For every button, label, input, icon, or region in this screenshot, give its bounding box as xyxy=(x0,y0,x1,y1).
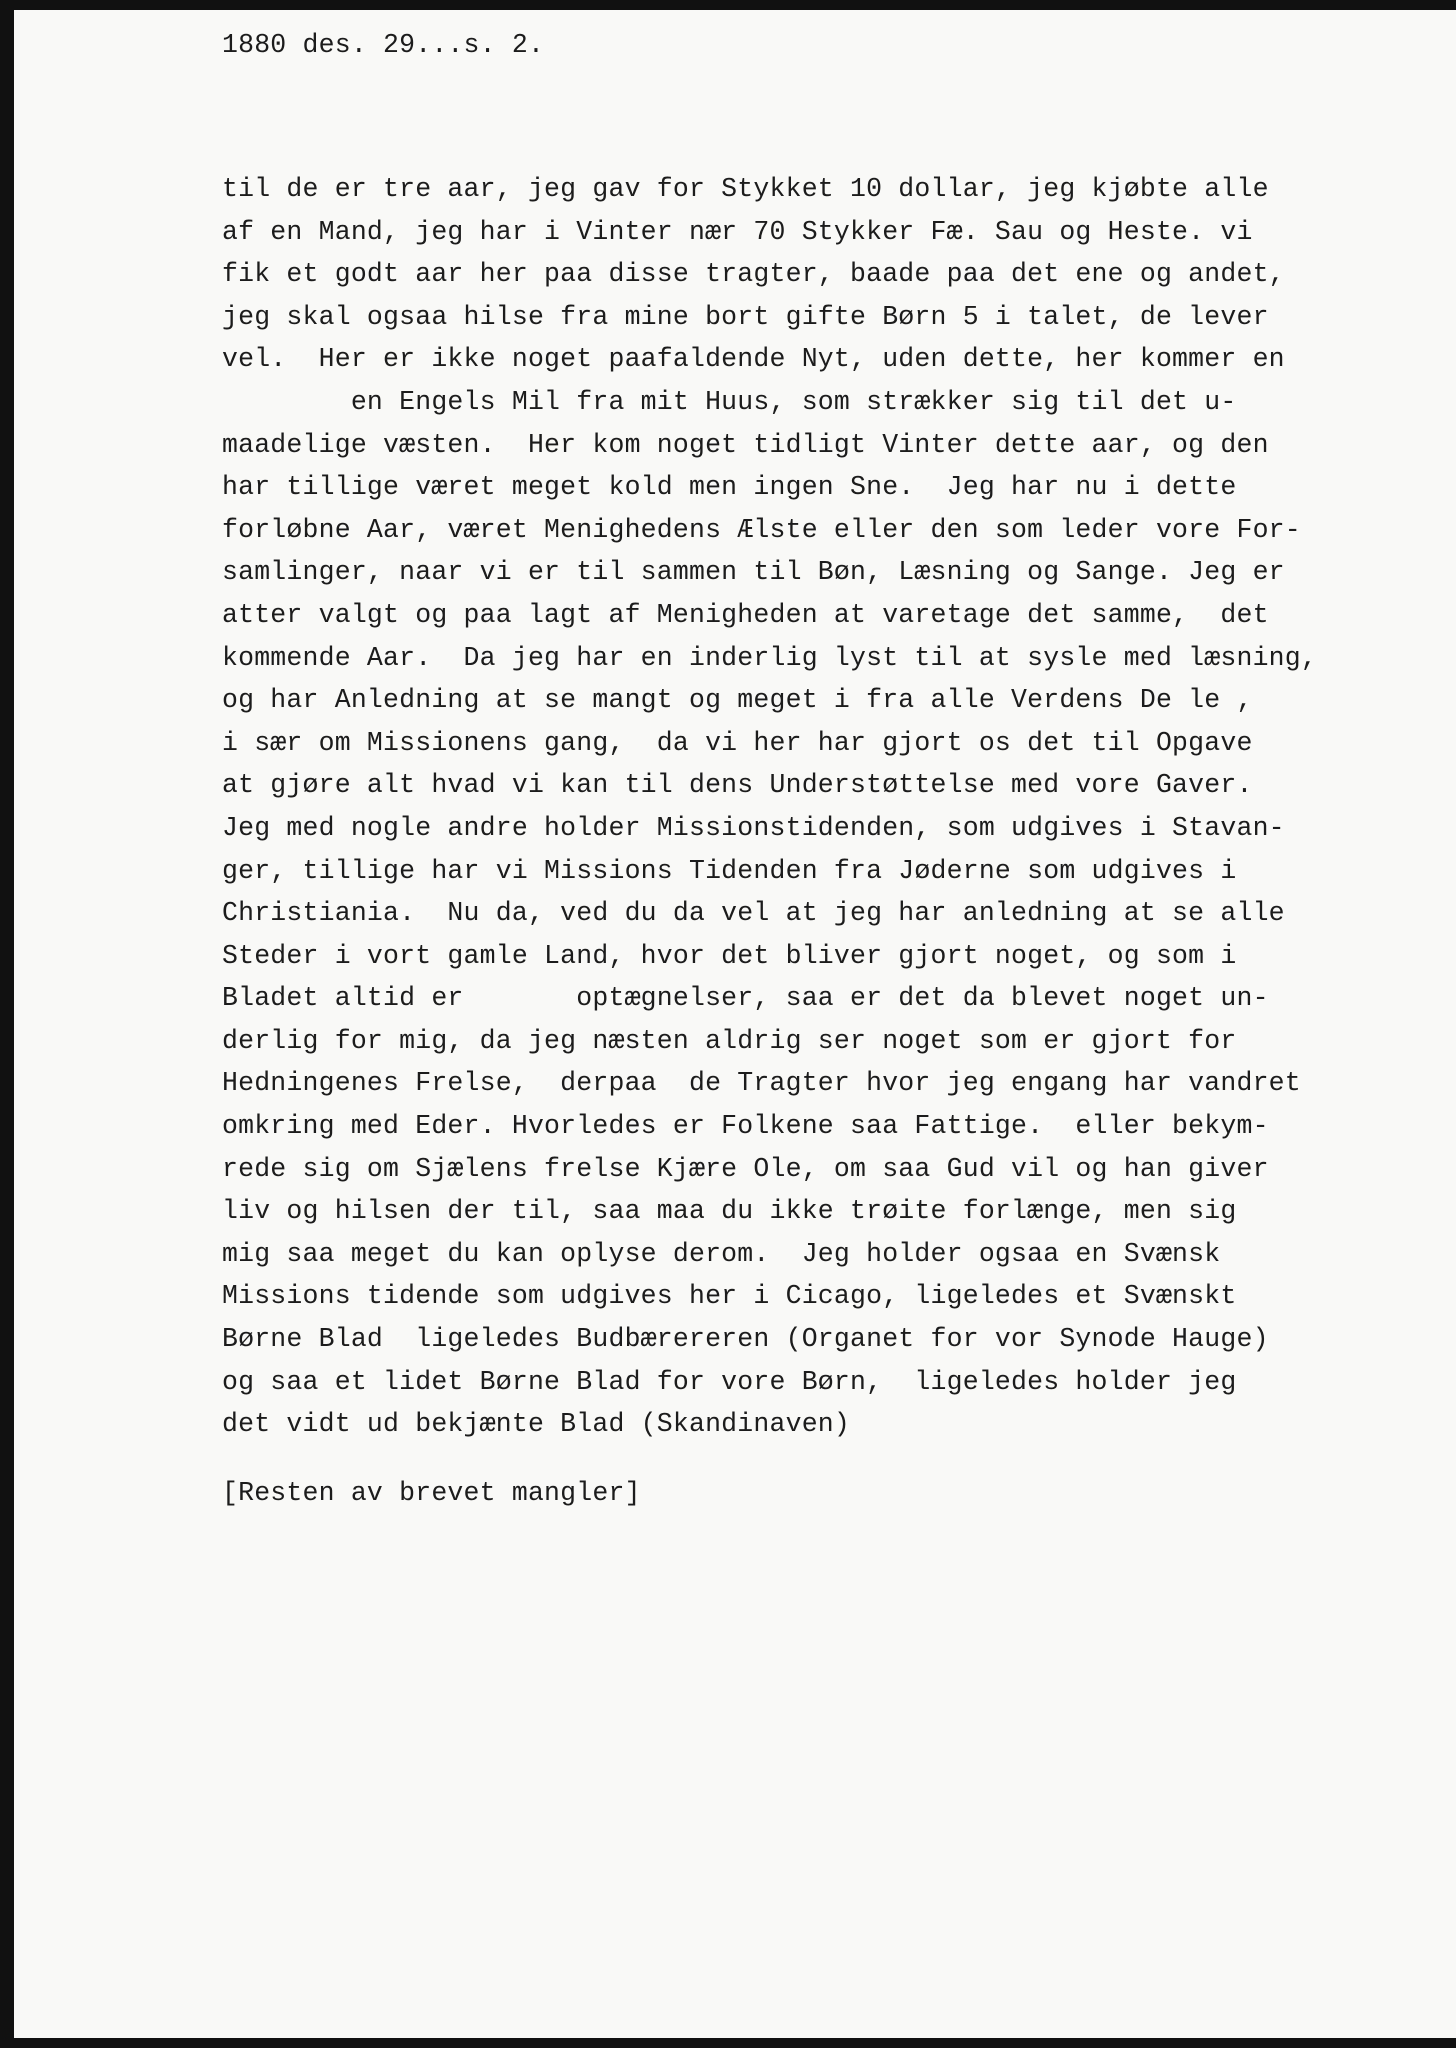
text-line: maadelige væsten. Her kom noget tidligt Vinter dette aar, og den xyxy=(222,429,1269,460)
text-line: kommende Aar. Da jeg har en inderlig lyst til at sysle med læsning, xyxy=(222,642,1317,673)
text-line: til de er tre aar, jeg gav for Stykket 10 dollar, jeg kjøbte alle xyxy=(222,174,1269,204)
text-line: fik et godt aar her paa disse tragter, baade paa det ene og andet, xyxy=(222,259,1285,290)
text-line: forløbne Aar, været Menighedens Ælste eller den som leder vore For- xyxy=(222,514,1301,545)
scan-edge-bottom xyxy=(0,2038,1456,2048)
text-line: og har Anledning at se mangt og meget i fra alle Verdens De le , xyxy=(222,685,1253,716)
text-line: Missions tidende som udgives her i Cicago, ligeledes et Svænskt xyxy=(222,1281,1237,1312)
text-line: og saa et lidet Børne Blad for vore Børn, ligeledes holder jeg xyxy=(222,1366,1237,1397)
text-line: en Engels Mil fra mit Huus, som strækker sig til det u- xyxy=(222,386,1237,417)
scan-edge-top xyxy=(0,0,1456,10)
text-line: at gjøre alt hvad vi kan til dens Understøttelse med vore Gaver. xyxy=(222,770,1253,801)
text-line: Hedningenes Frelse, derpaa de Tragter hvor jeg engang har vandret xyxy=(222,1068,1301,1099)
text-line: Jeg med nogle andre holder Missionstidenden, som udgives i Stavan- xyxy=(222,812,1285,843)
text-line: det vidt ud bekjænte Blad (Skandinaven) xyxy=(222,1409,851,1440)
scan-edge-left xyxy=(0,0,14,2048)
text-line: i sær om Missionens gang, da vi her har gjort os det til Opgave xyxy=(222,727,1253,758)
text-line: rede sig om Sjælens frelse Kjære Ole, om saa Gud vil og han giver xyxy=(222,1153,1269,1184)
text-line: atter valgt og paa lagt af Menigheden at varetage det samme, det xyxy=(222,599,1269,630)
text-line: liv og hilsen der til, saa maa du ikke trøite forlænge, men sig xyxy=(222,1196,1237,1227)
text-line: derlig for mig, da jeg næsten aldrig ser noget som er gjort for xyxy=(222,1025,1237,1056)
text-line: omkring med Eder. Hvorledes er Folkene saa Fattige. eller bekym- xyxy=(222,1111,1269,1142)
text-line: Christiania. Nu da, ved du da vel at jeg har anledning at se alle xyxy=(222,898,1285,929)
text-line: Børne Blad ligeledes Budbærereren (Organet for vor Synode Hauge) xyxy=(222,1324,1269,1355)
text-line: Steder i vort gamle Land, hvor det bliver gjort noget, og som i xyxy=(222,940,1237,971)
text-line: jeg skal ogsaa hilse fra mine bort gifte Børn 5 i talet, de lever xyxy=(222,301,1269,332)
letter-body xyxy=(222,168,1317,1446)
text-line: mig saa meget du kan oplyse derom. Jeg holder ogsaa en Svænsk xyxy=(222,1238,1221,1269)
page-header: 1880 des. 29...s. 2. xyxy=(222,30,545,60)
text-line: af en Mand, jeg har i Vinter nær 70 Stykker Fæ. Sau og Heste. vi xyxy=(222,216,1253,247)
text-line: samlinger, naar vi er til sammen til Bøn, Læsning og Sange. Jeg er xyxy=(222,557,1285,588)
text-line: vel. Her er ikke noget paafaldende Nyt, uden dette, her kommer en xyxy=(222,344,1285,375)
editorial-note: [Resten av brevet mangler] xyxy=(222,1478,641,1508)
text-line: Bladet altid er optægnelser, saa er det da blevet noget un- xyxy=(222,983,1269,1014)
text-line: ger, tillige har vi Missions Tidenden fra Jøderne som udgives i xyxy=(222,855,1237,886)
text-line: har tillige været meget kold men ingen Sne. Jeg har nu i dette xyxy=(222,472,1237,503)
